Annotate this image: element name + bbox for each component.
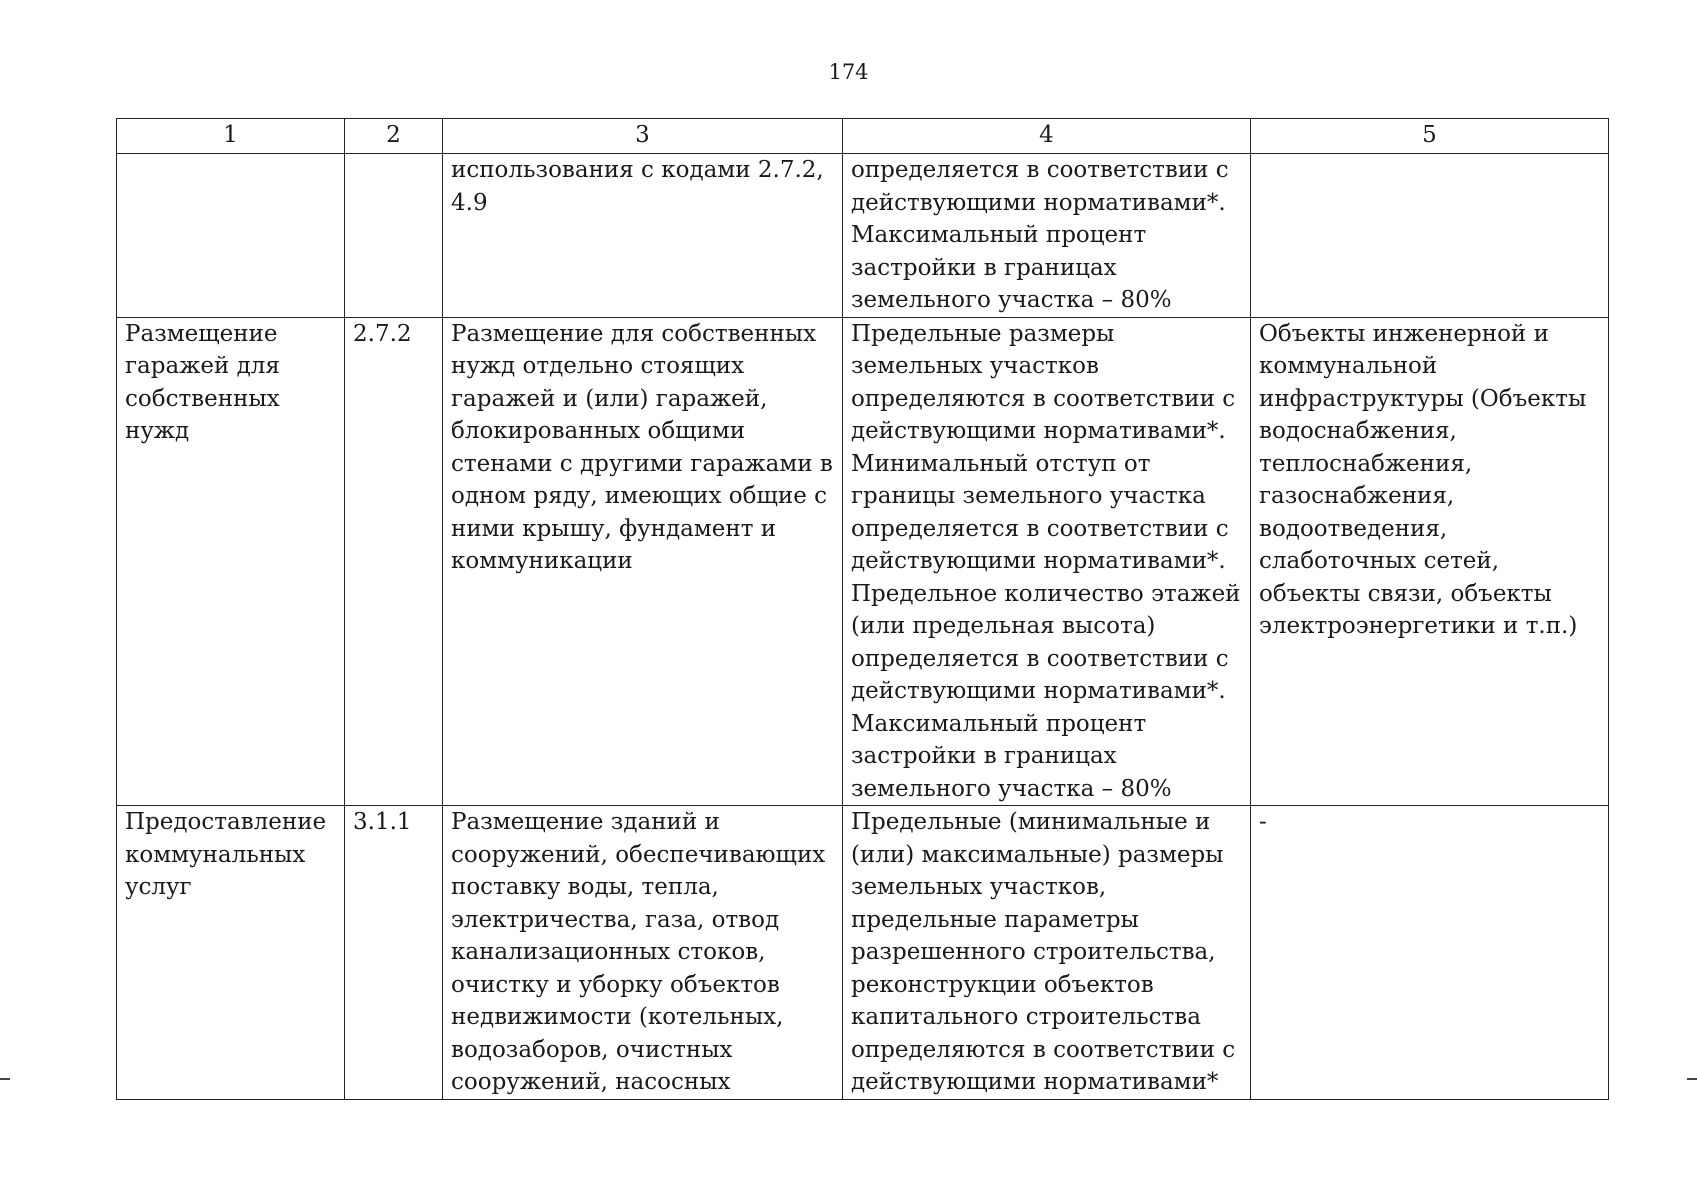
column-header-3: 3 xyxy=(443,119,843,154)
cell-text: Размещение для собственных нужд отдельно стоящих гаражей и (или) гаражей, блокированных общими стенами с другими гаражами в одном ряду, имеющих общие с ними крышу, фундамент и коммуникации xyxy=(451,320,833,574)
cell-text: Размещение зданий и сооружений, обеспечивающих поставку воды, тепла, электричества, газа, отвод канализационных стоков, очистку и уборку объектов недвижимости (котельных, водозаборов, очистных сооружений, насосных xyxy=(451,809,826,1095)
scan-edge-mark-right xyxy=(1687,1078,1697,1080)
table-row xyxy=(117,317,1609,806)
column-header-1: 1 xyxy=(117,119,345,154)
cell-code xyxy=(345,806,443,1100)
column-header-4: 4 xyxy=(843,119,1251,154)
cell-use-name xyxy=(117,154,345,318)
cell-use-name xyxy=(117,317,345,806)
table-row xyxy=(117,806,1609,1100)
cell-text: 3.1.1 xyxy=(353,809,412,835)
scan-edge-mark-left xyxy=(0,1078,10,1080)
page-number: 174 xyxy=(828,60,869,84)
cell-text: определяется в соответствии с действующими нормативами*. Максимальный процент застройки в границах земельного участка – 80% xyxy=(851,157,1229,313)
cell-parameters xyxy=(843,806,1251,1100)
cell-text: Размещение гаражей для собственных нужд xyxy=(125,320,280,444)
cell-auxiliary-uses xyxy=(1251,806,1609,1100)
regulations-table xyxy=(116,118,1609,1100)
cell-code xyxy=(345,154,443,318)
cell-parameters xyxy=(843,317,1251,806)
cell-text: 2.7.2 xyxy=(353,320,412,347)
cell-text: Объекты инженерной и коммунальной инфраструктуры (Объекты водоснабжения, теплоснабжения, газоснабжения, водоотведения, слаботочных сетей, объекты связи, объекты электроэнергетики и т.п.) xyxy=(1259,320,1587,639)
cell-auxiliary-uses xyxy=(1251,317,1609,806)
table-row xyxy=(117,154,1609,318)
column-header-2: 2 xyxy=(345,119,443,154)
table-header-row xyxy=(117,119,1609,154)
cell-use-name xyxy=(117,806,345,1100)
cell-description xyxy=(443,154,843,318)
cell-parameters xyxy=(843,154,1251,318)
cell-text: использования с кодами 2.7.2, 4.9 xyxy=(451,157,824,216)
cell-code xyxy=(345,317,443,806)
cell-text: Предельные размеры земельных участков определяются в соответствии с действующими нормативами*. Минимальный отступ от границы земельного участка определяется в соответствии с действующими нормативами*. Предельное количество этажей (или предельная высота) определяется в соответствии с действующими нормативами*. Максимальный процент застройки в границах земельного участка – 80% xyxy=(851,320,1241,802)
cell-text: Предоставление коммунальных услуг xyxy=(125,809,327,900)
column-header-5: 5 xyxy=(1251,119,1609,154)
cell-text: - xyxy=(1259,809,1267,835)
cell-description xyxy=(443,317,843,806)
cell-description xyxy=(443,806,843,1100)
cell-auxiliary-uses xyxy=(1251,154,1609,318)
cell-text: Предельные (минимальные и (или) максимальные) размеры земельных участков, предельные параметры разрешенного строительства, реконструкции объектов капитального строительства определяются в соответствии с действующими нормативами* xyxy=(851,809,1236,1095)
